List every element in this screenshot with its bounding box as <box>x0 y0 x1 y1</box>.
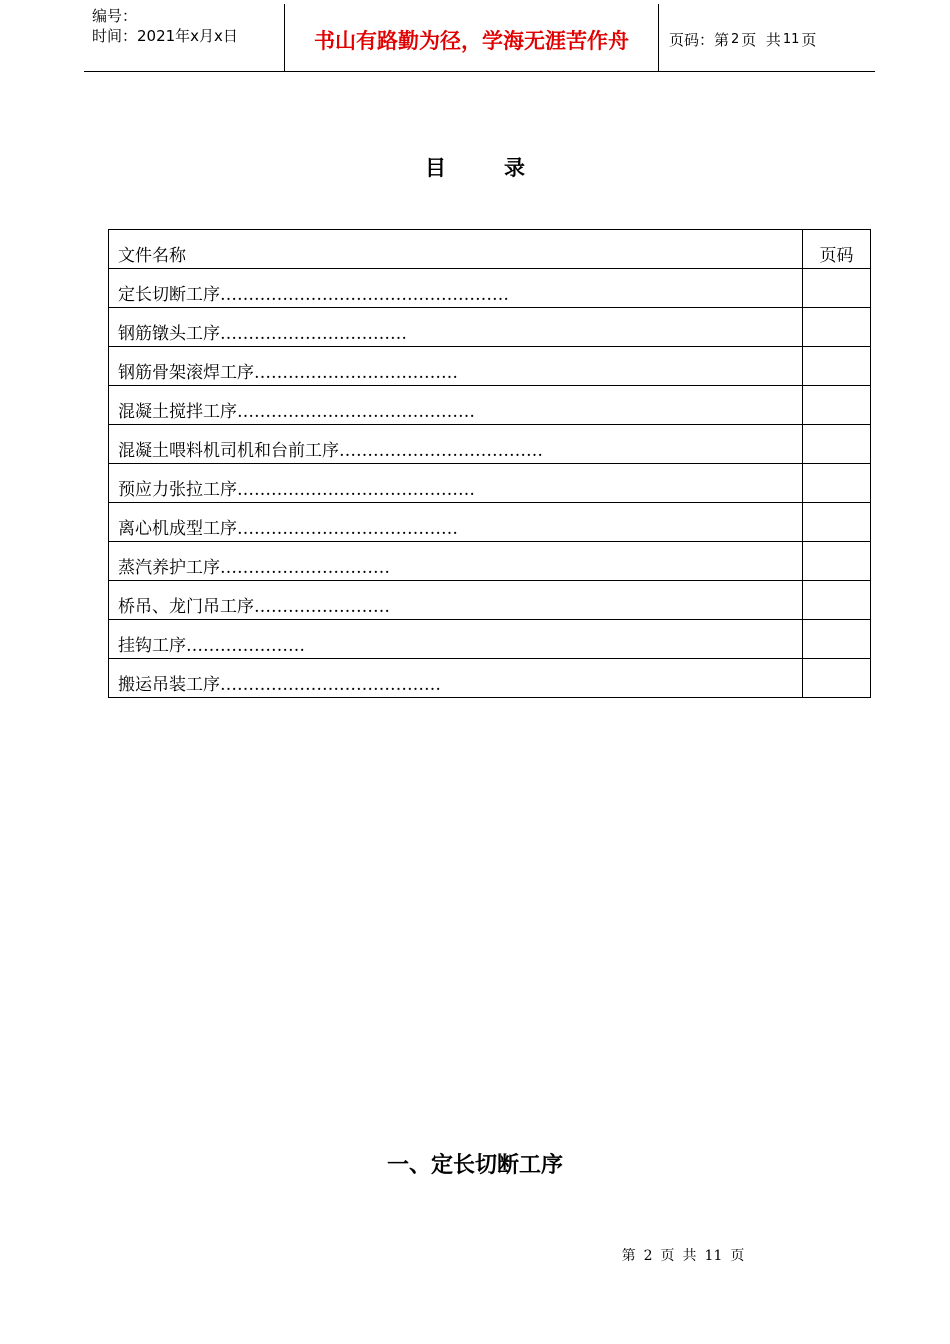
page-prefix: 页码：第 <box>669 31 730 49</box>
toc-entry <box>109 581 803 620</box>
toc-entry-name: 定长切断工序 <box>118 285 220 305</box>
toc-col-name: 文件名称 <box>109 230 803 269</box>
toc-entry-name: 挂钩工序 <box>118 636 186 656</box>
toc-entry-name: 钢筋镦头工序 <box>118 324 220 344</box>
page-footer <box>0 1245 950 1265</box>
toc-title-char-2: 录 <box>504 155 525 180</box>
toc-entry <box>109 347 803 386</box>
toc-entry-page <box>803 347 871 386</box>
toc-title-char-1: 目 <box>425 155 446 180</box>
toc-entry-page <box>803 269 871 308</box>
toc-entry <box>109 425 803 464</box>
toc-header-row <box>109 230 871 269</box>
toc-row <box>109 308 871 347</box>
toc-entry-page <box>803 659 871 698</box>
toc-entry-leader: ………………………………… <box>220 675 441 695</box>
date-line: 时间：2021年x月x日 <box>92 27 238 45</box>
toc-title <box>0 152 950 182</box>
footer-suffix: 页 <box>730 1248 745 1264</box>
toc-entry-leader: ……………………………… <box>339 441 543 461</box>
toc-entry-page <box>803 308 871 347</box>
header-motto <box>285 4 659 71</box>
toc-entry-name: 钢筋骨架滚焊工序 <box>118 363 254 383</box>
toc-entry-name: 离心机成型工序 <box>118 519 237 539</box>
toc-entry-name: 搬运吊装工序 <box>118 675 220 695</box>
toc-entry-leader: …………………………………… <box>237 402 475 422</box>
toc-entry <box>109 659 803 698</box>
toc-table <box>108 229 871 698</box>
toc-entry-page <box>803 620 871 659</box>
toc-row <box>109 425 871 464</box>
toc-entry <box>109 542 803 581</box>
footer-total-prefix: 共 <box>682 1248 697 1264</box>
page-current: 2 <box>731 32 740 47</box>
toc-row <box>109 542 871 581</box>
section-title: 一、定长切断工序 <box>386 1152 563 1178</box>
toc-entry-name: 预应力张拉工序 <box>118 480 237 500</box>
toc-row <box>109 464 871 503</box>
toc-entry-leader: …………………………………………… <box>220 285 509 305</box>
toc-row <box>109 620 871 659</box>
toc-entry-page <box>803 464 871 503</box>
toc-entry-name: 混凝土喂料机司机和台前工序 <box>118 441 339 461</box>
toc-row <box>109 581 871 620</box>
page-suffix: 页 <box>801 31 817 49</box>
footer-mid: 页 <box>660 1248 675 1264</box>
toc-row <box>109 386 871 425</box>
toc-entry-leader: ………………… <box>186 636 305 656</box>
toc-entry-name: 蒸汽养护工序 <box>118 558 220 578</box>
footer-prefix: 第 <box>621 1248 636 1264</box>
toc-row <box>109 503 871 542</box>
toc-entry-leader: ………………………………… <box>237 519 458 539</box>
toc-entry-leader: …………………… <box>254 597 390 617</box>
serial-label: 编号： <box>92 7 138 25</box>
toc-entry <box>109 386 803 425</box>
header-meta <box>84 4 285 71</box>
toc-entry-page <box>803 386 871 425</box>
toc-entry <box>109 269 803 308</box>
toc-entry <box>109 308 803 347</box>
toc-entry <box>109 620 803 659</box>
toc-entry-name: 桥吊、龙门吊工序 <box>118 597 254 617</box>
toc-entry-name: 混凝土搅拌工序 <box>118 402 237 422</box>
toc-entry-leader: …………………………………… <box>237 480 475 500</box>
toc-entry <box>109 464 803 503</box>
footer-total: 11 <box>704 1248 723 1264</box>
page-mid: 页 共 <box>741 31 781 49</box>
toc-entry-page <box>803 425 871 464</box>
toc-entry-leader: ………………………… <box>220 558 390 578</box>
toc-entry-leader: …………………………… <box>220 324 407 344</box>
toc-col-page: 页码 <box>803 230 871 269</box>
toc-entry-page <box>803 581 871 620</box>
toc-row <box>109 659 871 698</box>
toc-row <box>109 269 871 308</box>
toc-entry-leader: ……………………………… <box>254 363 458 383</box>
toc-row <box>109 347 871 386</box>
toc-entry <box>109 503 803 542</box>
header-page-indicator <box>659 4 875 71</box>
motto-text: 书山有路勤为径，学海无涯苦作舟 <box>314 28 629 53</box>
footer-current: 2 <box>643 1248 653 1264</box>
page-total: 11 <box>782 32 800 47</box>
page-header <box>84 4 875 72</box>
toc-entry-page <box>803 542 871 581</box>
toc-entry-page <box>803 503 871 542</box>
